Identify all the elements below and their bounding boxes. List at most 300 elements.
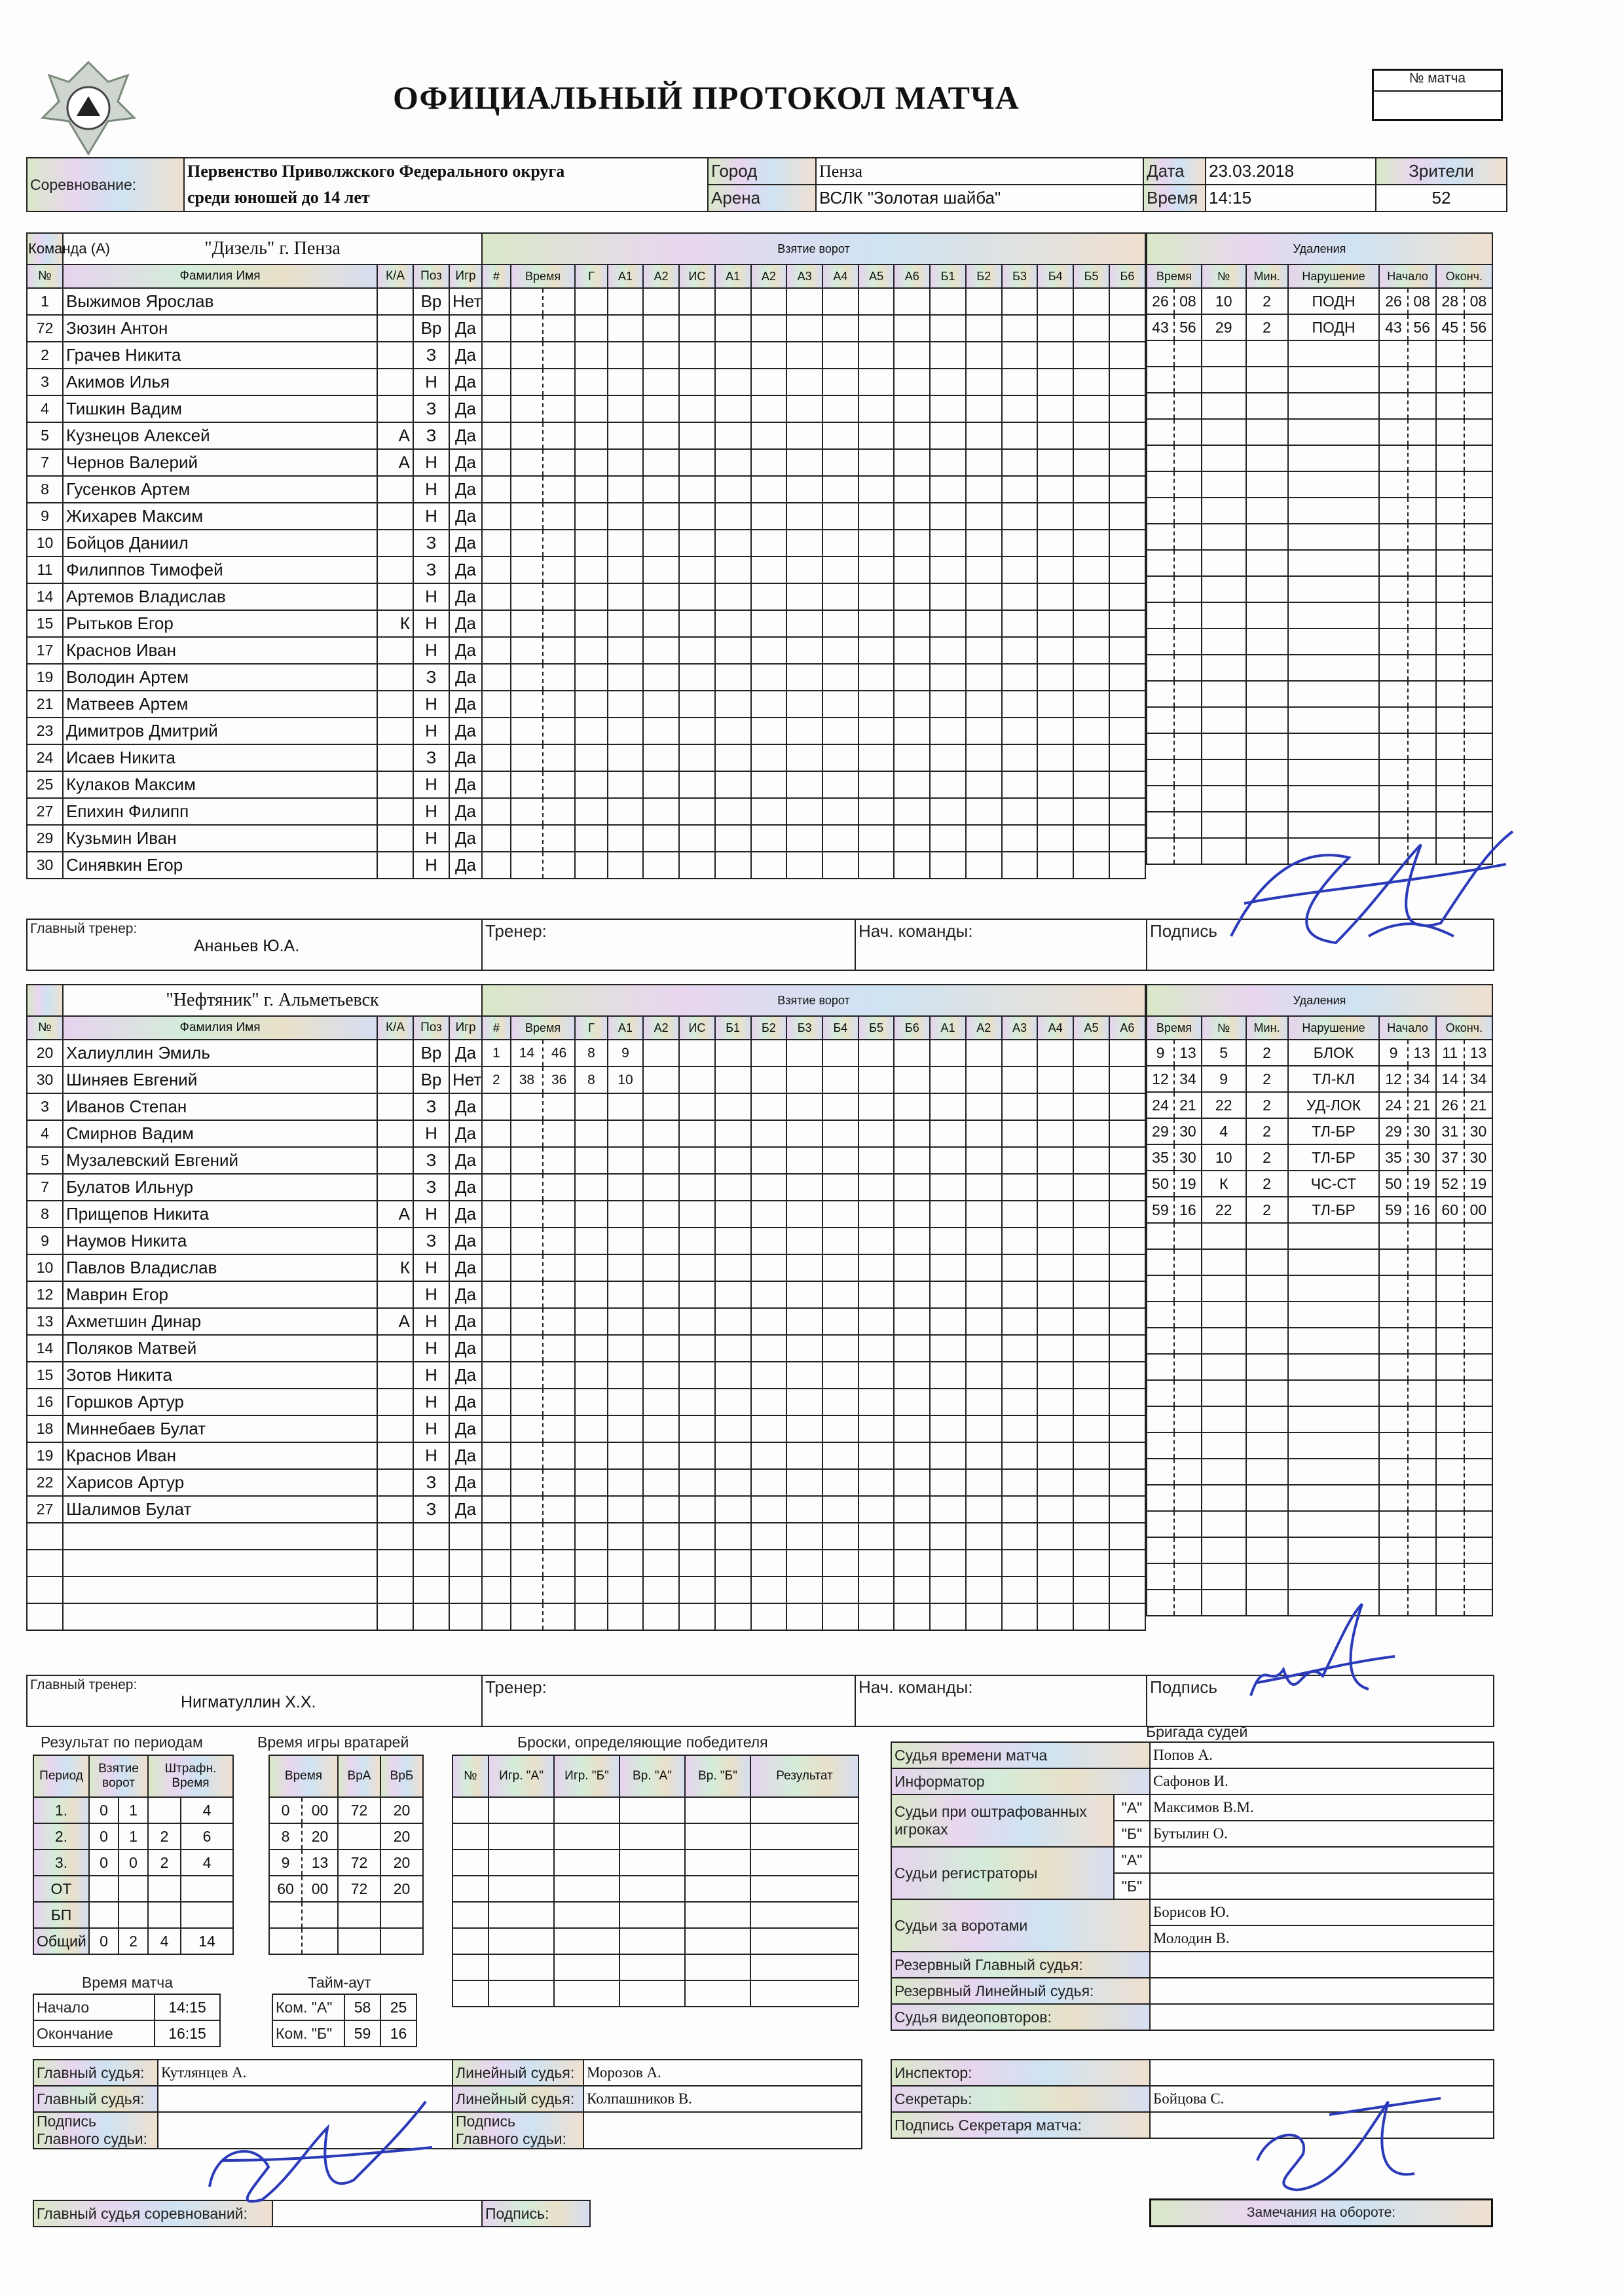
shootout-cell [554, 1876, 619, 1902]
penalty-cell [1464, 1563, 1492, 1590]
player-role: К [377, 1254, 413, 1281]
penalty-cell [1379, 498, 1407, 524]
goal-cell [858, 1147, 895, 1174]
player-played: Да [449, 637, 482, 664]
goal-cell [679, 1040, 715, 1066]
penalty-cell [1408, 1406, 1436, 1432]
goal-cell [858, 771, 895, 798]
penalty-cell [1246, 576, 1288, 602]
goal-cell [751, 1308, 787, 1335]
player-name: Исаев Никита [63, 744, 377, 771]
player-played: Да [449, 1254, 482, 1281]
goal-cell [786, 315, 822, 342]
team-label-blank [27, 985, 63, 1016]
penalty-cell [1464, 681, 1492, 707]
goal-cell [511, 825, 543, 852]
penalty-cell: 12 [1379, 1066, 1407, 1092]
goal-cell [751, 288, 787, 315]
table-row [27, 771, 482, 798]
penalty-cell: 56 [1174, 314, 1202, 340]
goal-cell [511, 1201, 543, 1228]
penalty-cell [1436, 1354, 1464, 1380]
goal-cell [643, 395, 679, 422]
goal-cell [679, 288, 715, 315]
player-role [377, 1603, 413, 1630]
goal-cell [1002, 1093, 1038, 1120]
goal-cell [511, 449, 543, 476]
goal-cell [575, 422, 607, 449]
table-row [27, 503, 482, 530]
goalie-time-title: Время игры вратарей [257, 1734, 409, 1751]
coach-label: Тренер: [482, 919, 855, 970]
penalty-cell [1147, 1511, 1174, 1537]
goal-cell [1037, 315, 1073, 342]
penalty-cell [1436, 629, 1464, 655]
goal-cell [511, 369, 543, 395]
shootout-cell [619, 1954, 685, 1980]
period-cell: 4 [181, 1797, 233, 1823]
shootout-cell [750, 1980, 858, 2007]
goal-cell [715, 718, 751, 744]
penalty-cell [1147, 1563, 1174, 1590]
registrars-label: Судьи регистраторы [891, 1847, 1114, 1899]
goal-cell [511, 771, 543, 798]
penalty-cell [1202, 367, 1246, 393]
player-role [377, 1040, 413, 1066]
penalty-cell: 9 [1379, 1040, 1407, 1066]
shootout-cell [619, 1928, 685, 1954]
goal-cell [715, 1120, 751, 1147]
goal-cell [482, 1415, 511, 1442]
goal-cell [482, 1576, 511, 1603]
goal-cell [751, 1576, 787, 1603]
penalty-cell [1246, 1511, 1288, 1537]
goal-cell [966, 395, 1002, 422]
goal-cell [608, 1308, 644, 1335]
goal-cell [511, 583, 543, 610]
goal-cell [575, 1093, 607, 1120]
penalty-cell [1464, 498, 1492, 524]
penalty-cell [1408, 1590, 1436, 1616]
penalty-cell: 14 [1436, 1066, 1464, 1092]
player-role [377, 530, 413, 556]
period-results [33, 1755, 234, 1955]
reserve-main-label: Резервный Главный судья: [891, 1952, 1150, 1978]
penalty-cell [1408, 1354, 1436, 1380]
goal-cell [643, 1523, 679, 1550]
signature-team-b-icon [1238, 1591, 1408, 1735]
goal-cell [1002, 315, 1038, 342]
penalty-cell: 2 [1246, 1144, 1288, 1171]
penalty-cell [1246, 1563, 1288, 1590]
player-played [449, 1603, 482, 1630]
penalty-cell [1379, 445, 1407, 471]
player-position: Н [413, 369, 449, 395]
table-row [482, 1469, 1145, 1496]
goal-cell [966, 825, 1002, 852]
penalty-cell [1408, 1563, 1436, 1590]
goal-cell [786, 718, 822, 744]
goal-cell [715, 503, 751, 530]
penalty-cell [1379, 1328, 1407, 1354]
table-row [482, 1120, 1145, 1147]
goal-cell [1002, 556, 1038, 583]
penalty-cell: 30 [1408, 1118, 1436, 1144]
goal-cell [1109, 637, 1145, 664]
signature-b-label: Подпись [1147, 1675, 1494, 1726]
match-number-box[interactable] [1372, 69, 1503, 121]
penalty-cell: 08 [1174, 288, 1202, 314]
goal-cell [1037, 1550, 1073, 1576]
goal-cell [608, 771, 644, 798]
penalty-cell [1379, 1511, 1407, 1537]
goal-cell [1002, 369, 1038, 395]
table-row [33, 1928, 233, 1954]
player-played: Да [449, 530, 482, 556]
player-role [377, 1523, 413, 1550]
goal-cell [930, 1576, 966, 1603]
goal-cell [511, 718, 543, 744]
goal-cell [822, 1308, 858, 1335]
goal-cell [1109, 1469, 1145, 1496]
player-number: 30 [27, 852, 63, 879]
player-number: 14 [27, 1335, 63, 1362]
goal-cell [786, 449, 822, 476]
penalty-cell: 2 [1246, 314, 1288, 340]
goal-cell [894, 1147, 930, 1174]
goal-cell [1037, 664, 1073, 691]
goal-cell [930, 369, 966, 395]
city-label: Город [708, 158, 816, 185]
table-row [482, 610, 1145, 637]
goal-cell [1073, 637, 1109, 664]
team-b-roster [26, 984, 483, 1631]
goal-cell [930, 1308, 966, 1335]
goal-cell [1002, 583, 1038, 610]
penalty-cell [1379, 1380, 1407, 1406]
goal-cell [1109, 691, 1145, 718]
goal-cell [511, 1362, 543, 1389]
goal-cell [966, 1389, 1002, 1415]
goal-cell [786, 691, 822, 718]
goal-cell [643, 1281, 679, 1308]
table-row [27, 825, 482, 852]
penalty-cell [1288, 367, 1380, 393]
player-number: 19 [27, 664, 63, 691]
goal-cell [482, 1093, 511, 1120]
goal-cell [1073, 395, 1109, 422]
referee-crew-title: Бригада судей [1146, 1723, 1248, 1740]
table-row [482, 798, 1145, 825]
table-row [1147, 1354, 1492, 1380]
goal-cell [1109, 1335, 1145, 1362]
shootout-cell [619, 1902, 685, 1928]
goalie-cell [380, 1928, 423, 1954]
penalty-cell [1464, 707, 1492, 733]
period-cell: 2 [148, 1850, 181, 1876]
table-row [33, 1797, 233, 1823]
goal-cell [482, 718, 511, 744]
penalty-cell [1174, 629, 1202, 655]
player-played: Да [449, 1469, 482, 1496]
goal-cell [1073, 1093, 1109, 1120]
penalty-cell [1464, 1590, 1492, 1616]
goal-cell [1073, 1040, 1109, 1066]
goal-cell [1002, 1174, 1038, 1201]
sign-label: Подпись: [482, 2200, 590, 2227]
goal-cell [1109, 825, 1145, 852]
goal-cell [511, 691, 543, 718]
goal-cell [715, 1496, 751, 1523]
goal-col-header: Г [575, 1016, 607, 1040]
goal-cell [786, 1335, 822, 1362]
player-number: 1 [27, 288, 63, 315]
shootout-cell [554, 1850, 619, 1876]
team-b-penalties [1146, 984, 1493, 1616]
goal-cell [858, 744, 895, 771]
goal-cell [715, 1201, 751, 1228]
penalty-cell [1174, 602, 1202, 629]
goal-cell [966, 583, 1002, 610]
goal-cell [751, 1523, 787, 1550]
shootout-cell [489, 1954, 554, 1980]
goal-cell [1037, 476, 1073, 503]
goal-cell [1002, 1228, 1038, 1254]
player-position: Н [413, 1362, 449, 1389]
goal-cell [482, 1496, 511, 1523]
goal-cell [858, 1469, 895, 1496]
penalty-cell [1202, 445, 1246, 471]
goal-cell [482, 1442, 511, 1469]
goal-cell [930, 1201, 966, 1228]
goal-cell [1073, 718, 1109, 744]
table-row [269, 1928, 423, 1954]
penalty-cell: 2 [1246, 1171, 1288, 1197]
period-cell: 0 [89, 1850, 119, 1876]
table-row [482, 1040, 1145, 1066]
player-role: А [377, 1201, 413, 1228]
goal-cell [1073, 1362, 1109, 1389]
goal-cell [894, 718, 930, 744]
period-cell: 4 [148, 1928, 181, 1954]
match-number-label: № матча [1374, 71, 1501, 92]
penalty-cell [1246, 629, 1288, 655]
penalty-cell [1436, 1302, 1464, 1328]
player-role [377, 1335, 413, 1362]
player-name: Наумов Никита [63, 1228, 377, 1254]
penalty-cell [1288, 471, 1380, 498]
penalty-cell [1288, 1459, 1380, 1485]
timeout-a-sec: 25 [380, 1994, 416, 2020]
goal-cell [575, 395, 607, 422]
penalty-cell [1246, 1328, 1288, 1354]
line-ref-1: Морозов А. [583, 2060, 862, 2086]
penalty-cell [1147, 786, 1174, 812]
goal-cell [1073, 610, 1109, 637]
player-role [377, 1550, 413, 1576]
penalty-cell [1436, 576, 1464, 602]
penalty-cell [1288, 498, 1380, 524]
shootout-cell [554, 1928, 619, 1954]
penalty-cell: 12 [1147, 1066, 1174, 1092]
goal-cell [1002, 1362, 1038, 1389]
goal-cell [751, 1120, 787, 1147]
player-position: Н [413, 1281, 449, 1308]
table-row [482, 1093, 1145, 1120]
goal-cell [966, 637, 1002, 664]
goalie-cell [269, 1902, 302, 1928]
goal-cell [894, 503, 930, 530]
penalty-cell [1379, 629, 1407, 655]
goal-cell [858, 1093, 895, 1120]
table-row [482, 1496, 1145, 1523]
goal-cell [930, 503, 966, 530]
table-row [1147, 419, 1492, 445]
penalty-cell [1174, 498, 1202, 524]
goal-cell [1037, 556, 1073, 583]
goal-cell [1037, 691, 1073, 718]
goalie-cell [302, 1902, 338, 1928]
goal-cell [715, 1335, 751, 1362]
goal-cell: 46 [543, 1040, 575, 1066]
penalty-cell [1464, 340, 1492, 367]
goal-cell [751, 530, 787, 556]
penalty-cell [1174, 1328, 1202, 1354]
penalty-cell [1436, 681, 1464, 707]
goal-cell [822, 476, 858, 503]
goal-cell [679, 1576, 715, 1603]
penalty-cell [1288, 1328, 1380, 1354]
goal-cell [786, 1496, 822, 1523]
goal-cell [1037, 1281, 1073, 1308]
goal-cell [511, 530, 543, 556]
goal-cell [858, 1576, 895, 1603]
goal-cell [751, 1040, 787, 1066]
penalty-cell [1288, 445, 1380, 471]
goal-cell [1037, 369, 1073, 395]
goal-cell [679, 771, 715, 798]
goal-cell [643, 798, 679, 825]
informer-label: Информатор [891, 1768, 1150, 1795]
goal-cell [608, 1415, 644, 1442]
penalty-cell [1464, 1328, 1492, 1354]
table-row [27, 1308, 482, 1335]
penalty-cell: 22 [1202, 1197, 1246, 1223]
penalty-cell [1246, 340, 1288, 367]
table-row [27, 422, 482, 449]
goal-cell [786, 664, 822, 691]
goal-cell [858, 422, 895, 449]
timeout-table [272, 1994, 417, 2047]
shootout-cell [685, 1850, 750, 1876]
player-played: Да [449, 798, 482, 825]
penalty-cell [1288, 629, 1380, 655]
goal-cell [482, 1335, 511, 1362]
goal-cell [715, 1442, 751, 1469]
penalty-cell [1202, 1380, 1246, 1406]
goal-cell [715, 825, 751, 852]
player-number: 23 [27, 718, 63, 744]
goal-cell [1073, 1576, 1109, 1603]
goal-cell [858, 1550, 895, 1576]
table-row [482, 422, 1145, 449]
penalty-cell: 10 [1202, 1144, 1246, 1171]
player-name: Грачев Никита [63, 342, 377, 369]
goal-cell [1073, 369, 1109, 395]
penalty-cell [1464, 733, 1492, 759]
shootout-cell [489, 1928, 554, 1954]
table-row [1147, 1563, 1492, 1590]
goal-cell [930, 1469, 966, 1496]
player-number: 7 [27, 449, 63, 476]
goal-cell [858, 1496, 895, 1523]
goal-cell [1073, 1496, 1109, 1523]
penalty-cell: 19 [1174, 1171, 1202, 1197]
goal-cell [822, 530, 858, 556]
goal-cell [575, 1469, 607, 1496]
table-row [27, 1576, 482, 1603]
player-role [377, 1442, 413, 1469]
table-row [1147, 759, 1492, 786]
player-position: Н [413, 1308, 449, 1335]
penalty-cell: 34 [1408, 1066, 1436, 1092]
goal-cell [543, 825, 575, 852]
penalty-cell [1202, 1406, 1246, 1432]
goal-cell [1073, 1469, 1109, 1496]
table-row [482, 1362, 1145, 1389]
goal-cell [822, 1201, 858, 1228]
goal-cell [643, 315, 679, 342]
goal-cell [751, 1335, 787, 1362]
goal-cell [1037, 288, 1073, 315]
goal-cell [786, 422, 822, 449]
penalty-cell: 50 [1379, 1171, 1407, 1197]
sig-main-ref-label-2: Подпись Главного судьи: [452, 2112, 583, 2149]
goal-col-header: # [482, 1016, 511, 1040]
penalty-cell [1379, 340, 1407, 367]
player-number: 17 [27, 637, 63, 664]
goal-cell [786, 395, 822, 422]
player-position: Вр [413, 1066, 449, 1093]
penalty-cell: 34 [1174, 1066, 1202, 1092]
goal-cell [966, 1254, 1002, 1281]
goal-cell [1109, 1228, 1145, 1254]
goal-cell [1037, 1066, 1073, 1093]
player-number: 13 [27, 1308, 63, 1335]
table-row [482, 1576, 1145, 1603]
table-row [27, 1603, 482, 1630]
goal-cell [1109, 503, 1145, 530]
penalty-cell [1246, 1275, 1288, 1302]
goal-cell [822, 369, 858, 395]
goal-cell [966, 1576, 1002, 1603]
penalty-b-mark: "Б" [1114, 1821, 1150, 1847]
period-cell: 1. [33, 1797, 89, 1823]
table-row [482, 718, 1145, 744]
goal-cell [715, 395, 751, 422]
goal-cell [751, 503, 787, 530]
goal-cell [786, 637, 822, 664]
table-row [27, 1415, 482, 1442]
penalty-cell [1147, 1302, 1174, 1328]
goalie-cell [380, 1902, 423, 1928]
table-row [482, 1389, 1145, 1415]
goal-col-header: ИС [679, 1016, 715, 1040]
goal-cell [715, 798, 751, 825]
penalty-cell [1288, 759, 1380, 786]
goal-cell [1073, 530, 1109, 556]
goal-cell [858, 1415, 895, 1442]
